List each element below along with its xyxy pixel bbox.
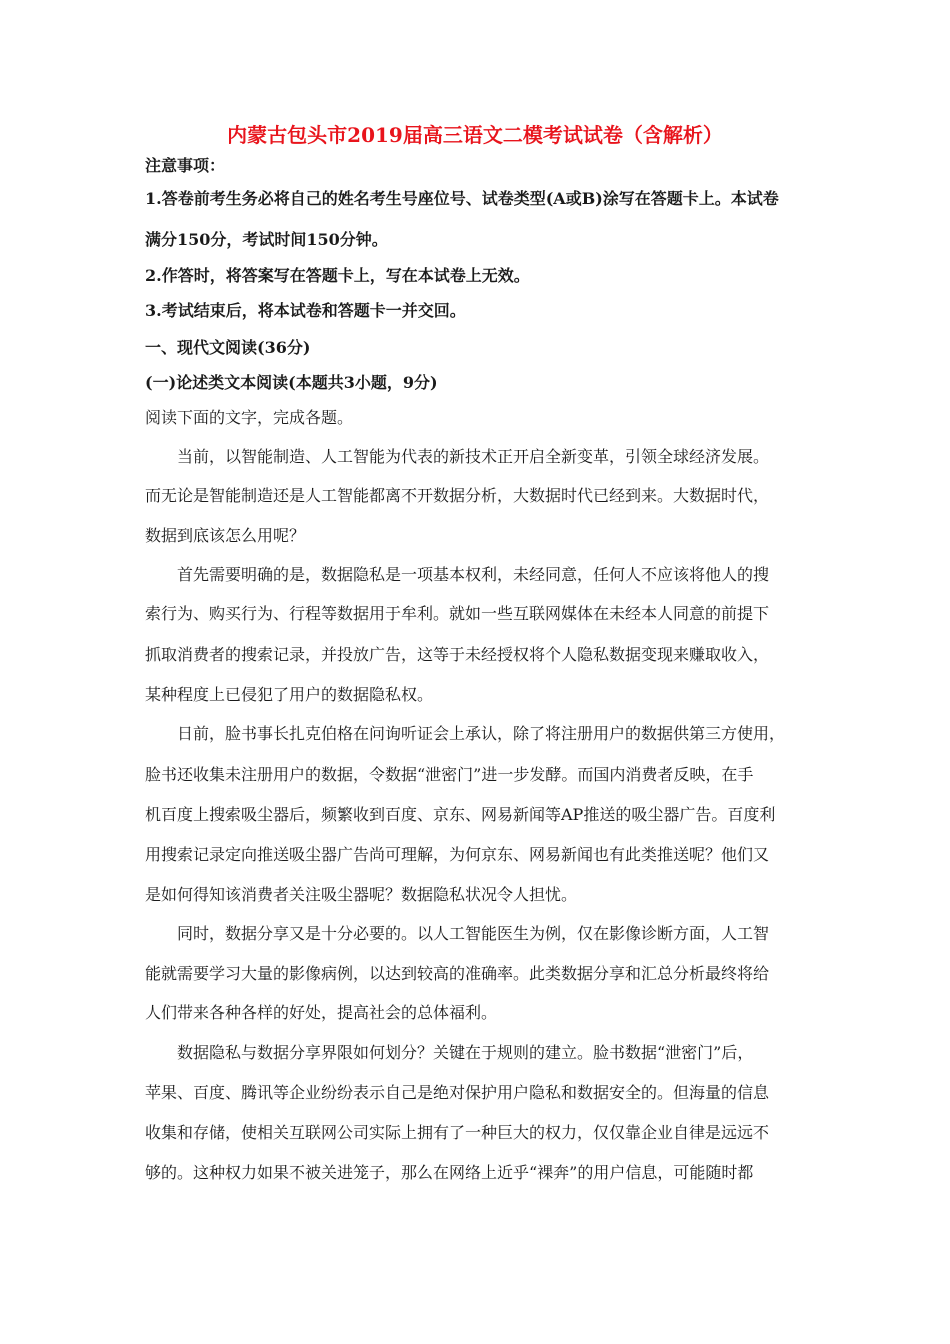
passage-line: 索行为、购买行为、行程等数据用于牟利。就如一些互联网媒体在未经本人同意的前提下 [145, 604, 770, 623]
passage-line: 收集和存储，使相关互联网公司实际上拥有了一种巨大的权力，仅仅靠企业自律是远远不 [145, 1123, 770, 1142]
passage-line: 抓取消费者的搜索记录，并投放广告，这等于未经授权将个人隐私数据变现来赚取收入， [145, 645, 770, 664]
passage-line: 人们带来各种各样的好处，提高社会的总体福利。 [145, 1003, 498, 1022]
passage-line: 首先需要明确的是，数据隐私是一项基本权利，未经同意，任何人不应该将他人的搜 [145, 565, 770, 584]
document-title: 内蒙古包头市2019届高三语文二模考试试卷（含解析） [227, 123, 723, 147]
passage-line: 而无论是智能制造还是人工智能都离不开数据分析，大数据时代已经到来。大数据时代， [145, 486, 770, 505]
passage-line: 数据到底该怎么用呢？ [145, 526, 306, 545]
passage-line: 同时，数据分享又是十分必要的。以人工智能医生为例，仅在影像诊断方面，人工智 [145, 924, 770, 943]
notice-item-1-line-1: 1.答卷前考生务必将自己的姓名考生号座位号、试卷类型(A或B)涂写在答题卡上。本试卷 [145, 189, 779, 208]
notice-item-1-line-2: 满分150分，考试时间150分钟。 [145, 230, 388, 249]
notice-item-3: 3.考试结束后，将本试卷和答题卡一并交回。 [145, 301, 466, 320]
notice-item-2: 2.作答时，将答案写在答题卡上，写在本试卷上无效。 [145, 266, 530, 285]
passage-line: 用搜索记录定向推送吸尘器广告尚可理解，为何京东、网易新闻也有此类推送呢？他们又 [145, 845, 770, 864]
passage-line: 某种程度上已侵犯了用户的数据隐私权。 [145, 685, 434, 704]
passage-line: 苹果、百度、腾讯等企业纷纷表示自己是绝对保护用户隐私和数据安全的。但海量的信息 [145, 1083, 770, 1102]
passage-line: 机百度上搜索吸尘器后，频繁收到百度、京东、网易新闻等AP推送的吸尘器广告。百度利 [145, 805, 776, 824]
passage-line: 是如何得知该消费者关注吸尘器呢？数据隐私状况令人担忧。 [145, 885, 578, 904]
notice-heading: 注意事项： [145, 156, 226, 175]
subsection-heading: (一)论述类文本阅读(本题共3小题，9分) [145, 373, 438, 392]
passage-line: 当前，以智能制造、人工智能为代表的新技术正开启全新变革，引领全球经济发展。 [145, 447, 770, 466]
passage-line: 数据隐私与数据分享界限如何划分？关键在于规则的建立。脸书数据“泄密门”后， [145, 1043, 754, 1062]
reading-instruction: 阅读下面的文字，完成各题。 [145, 408, 354, 427]
passage-line: 能就需要学习大量的影像病例，以达到较高的准确率。此类数据分享和汇总分析最终将给 [145, 964, 770, 983]
passage-line: 脸书还收集未注册用户的数据，令数据“泄密门”进一步发酵。而国内消费者反映，在手 [145, 765, 754, 784]
passage-line: 日前，脸书事长扎克伯格在问询听证会上承认，除了将注册用户的数据供第三方使用， [145, 724, 786, 743]
section-heading: 一、现代文阅读(36分) [145, 338, 311, 357]
passage-line: 够的。这种权力如果不被关进笼子，那么在网络上近乎“裸奔”的用户信息，可能随时都 [145, 1163, 754, 1182]
